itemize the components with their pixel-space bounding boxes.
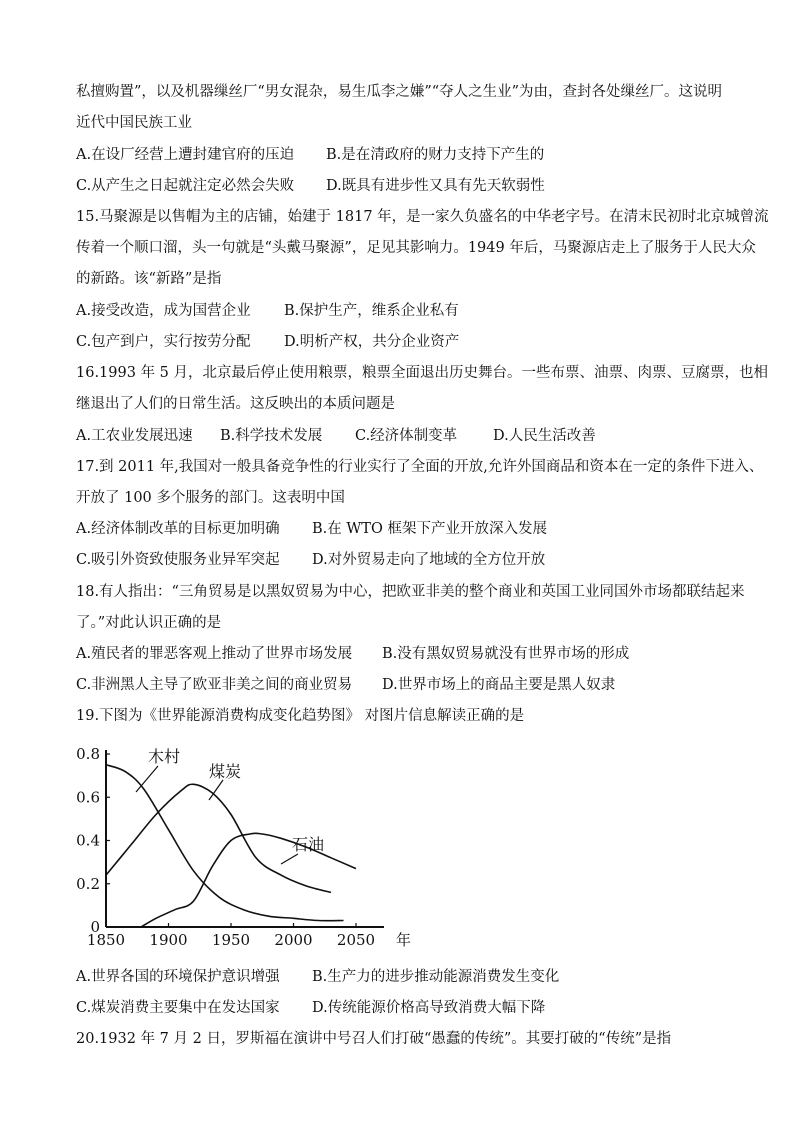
q15-stem-line3: 的新路。该“新路”是指 (76, 271, 222, 287)
x-axis-unit-label: 年 (396, 931, 412, 949)
q18-option-d: D.世界市场上的商品主要是黑人奴隶 (382, 677, 616, 693)
q16-option-a: A.工农业发展迅速 (76, 428, 193, 444)
x-tick-label: 1850 (86, 931, 126, 949)
x-tick-label: 2050 (336, 931, 376, 949)
q19-option-a: A.世界各国的环境保护意识增强 (76, 969, 280, 985)
q17-option-d: D.对外贸易走向了地域的全方位开放 (312, 552, 546, 568)
q16-option-b: B.科学技术发展 (220, 428, 323, 444)
series-label-oil: 石油 (292, 835, 325, 854)
q19-option-d: D.传统能源价格高导致消费大幅下降 (312, 1000, 546, 1016)
q17-option-b: B.在 WTO 框架下产业开放深入发展 (312, 521, 547, 537)
q18-stem-line2: 了。”对此认识正确的是 (76, 615, 222, 631)
x-tick-label: 1950 (211, 931, 251, 949)
chart-axes (76, 745, 411, 949)
q14-option-b: B.是在清政府的财力支持下产生的 (326, 147, 545, 163)
q14-stem-line1: 私擅购置”，以及机器缫丝厂“男女混杂，易生瓜李之嫌”“夺人之生业”为由，查封各处缫丝厂。这说明 (76, 84, 723, 100)
q15-option-b: B.保护生产，维系企业私有 (284, 303, 459, 319)
q17-option-a: A.经济体制改革的目标更加明确 (76, 521, 280, 537)
q14-option-d: D.既具有进步性又具有先天软弱性 (326, 178, 545, 194)
q19-option-b: B.生产力的进步推动能源消费发生变化 (312, 969, 560, 985)
q18-option-b: B.没有黑奴贸易就没有世界市场的形成 (382, 646, 630, 662)
q18-option-c: C.非洲黑人主导了欧亚非美之间的商业贸易 (76, 677, 353, 693)
q17-stem-line2: 开放了 100 多个服务的部门。这表明中国 (76, 490, 345, 506)
q15-option-d: D.明析产权，共分企业资产 (284, 334, 460, 350)
q14-option-c: C.从产生之日起就注定必然会失败 (76, 178, 295, 194)
q19-option-c: C.煤炭消费主要集中在发达国家 (76, 1000, 280, 1016)
q19-stem-line1: 19.下图为《世界能源消费构成变化趋势图》 对图片信息解读正确的是 (76, 708, 525, 724)
q16-stem-line2: 继退出了人们的日常生活。这反映出的本质问题是 (76, 396, 395, 412)
q16-option-c: C.经济体制变革 (355, 428, 458, 444)
q16-stem-line1: 16.1993 年 5 月，北京最后停止使用粮票，粮票全面退出历史舞台。一些布票、油票、肉票、豆腐票，也相 (76, 365, 769, 381)
q16-option-d: D.人民生活改善 (493, 428, 596, 444)
q15-stem-line1: 15.马聚源是以售帽为主的店铺，始建于 1817 年，是一家久负盛名的中华老字号。在清末民初时北京城曾流 (76, 209, 769, 225)
y-tick-label: 0 (90, 918, 100, 936)
y-tick-label: 0.2 (76, 874, 100, 893)
y-tick-label: 0.8 (76, 745, 100, 763)
q17-stem-line1: 17.到 2011 年,我国对一般具备竞争性的行业实行了全面的开放,允许外国商品和资本在一定的条件下进入、 (76, 459, 764, 475)
y-tick-label: 0.4 (76, 831, 100, 850)
q18-stem-line1: 18.有人指出：“三角贸易是以黑奴贸易为中心，把欧亚非美的整个商业和英国工业同国外市场都联结起来 (76, 584, 745, 600)
q17-option-c: C.吸引外资致使服务业异军突起 (76, 552, 280, 568)
q18-option-a: A.殖民者的罪恶客观上推动了世界市场发展 (76, 646, 353, 662)
series-label-wood: 木村 (148, 747, 181, 766)
q15-option-a: A.接受改造，成为国营企业 (76, 303, 251, 319)
q20-stem-line1: 20.1932 年 7 月 2 日，罗斯福在演讲中号召人们打破“愚蠢的传统”。其要打破的“传统”是指 (76, 1031, 672, 1047)
x-tick-label: 2000 (274, 931, 313, 949)
series-label-leader-oil (281, 854, 298, 864)
q15-option-c: C.包产到户，实行按劳分配 (76, 334, 251, 350)
q14-stem-line2: 近代中国民族工业 (76, 115, 192, 131)
y-tick-label: 0.6 (76, 788, 100, 807)
series-label-leader-wood (136, 766, 158, 792)
q14-option-a: A.在设厂经营上遭封建官府的压迫 (76, 147, 295, 163)
energy-consumption-chart (66, 742, 412, 952)
series-label-coal: 煤炭 (209, 762, 242, 781)
q15-stem-line2: 传着一个顺口溜，头一句就是“头戴马聚源”，足见其影响力。1949 年后，马聚源店走上了服务于人民大众 (76, 240, 756, 256)
x-tick-label: 1900 (149, 931, 188, 949)
